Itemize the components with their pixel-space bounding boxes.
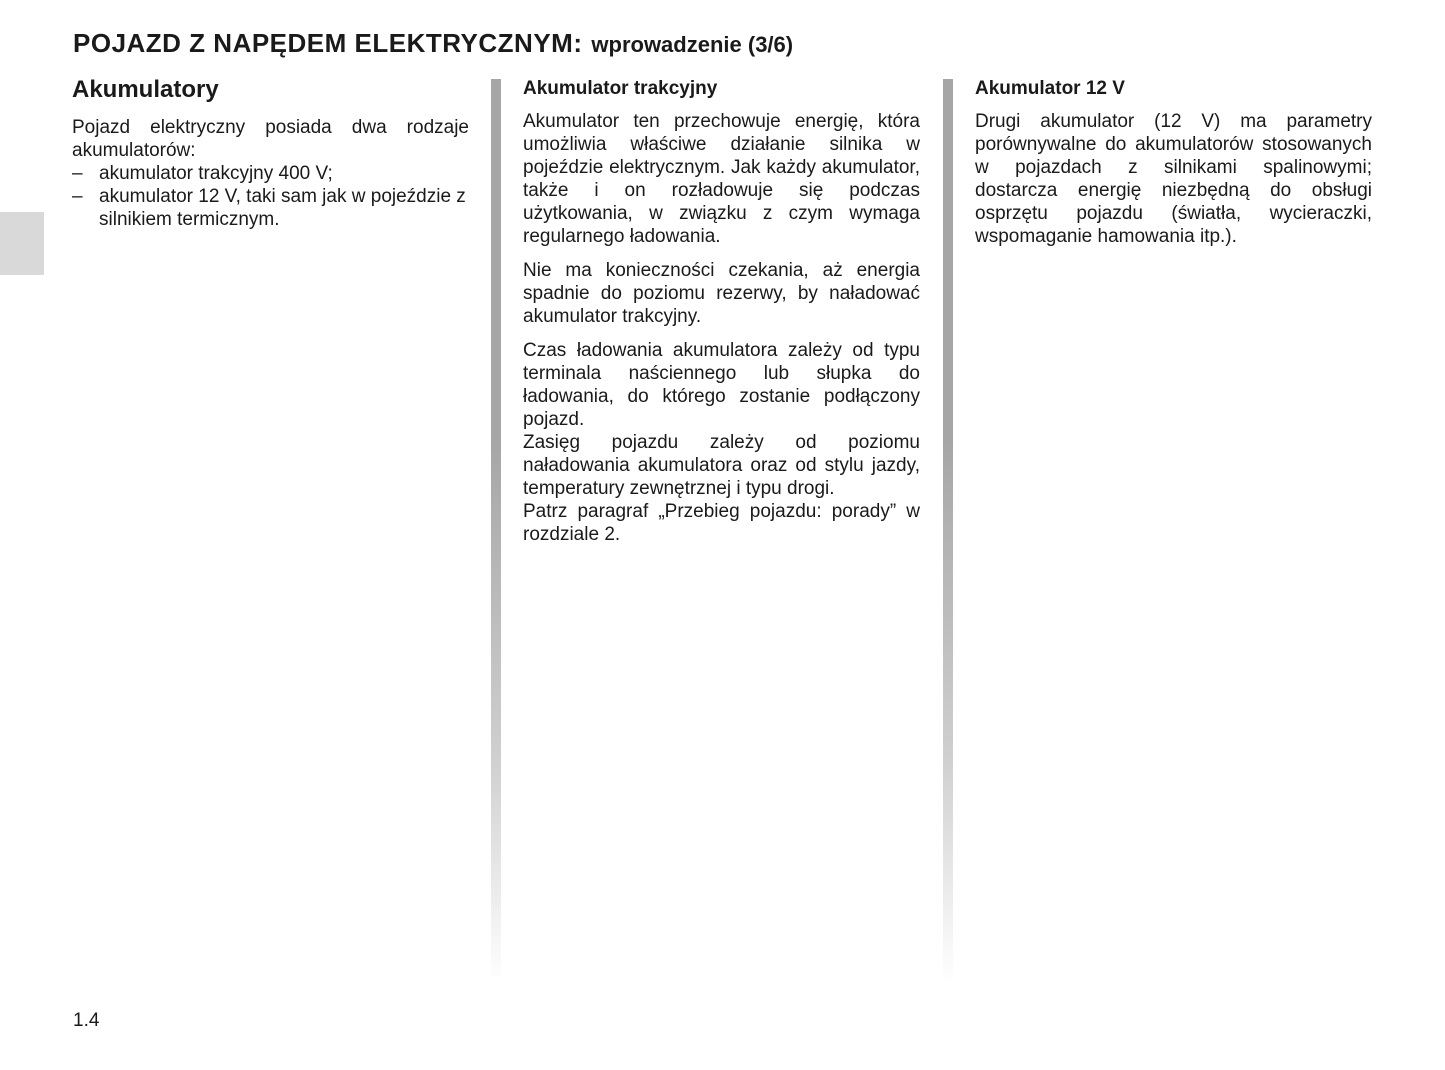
paragraph: Nie ma konieczności czekania, aż energia spadnie do poziomu rezerwy, by naładować akumulator trakcyjny. (523, 260, 920, 327)
page-title (73, 24, 793, 62)
list-item-text: akumulator trakcyjny 400 V; (99, 163, 333, 184)
paragraph: Drugi akumulator (12 V) ma parametry porównywalne do akumulatorów stosowanych w pojazdach z silnikami spalinowymi; dostarcza energię niezbędną do obsługi osprzętu pojazdu (światła, wycieraczki, wspomaganie hamowania itp.). (975, 111, 1372, 247)
column-divider (491, 79, 501, 984)
page-title-main: POJAZD Z NAPĘDEM ELEKTRYCZNYM: (73, 28, 583, 58)
paragraph: Czas ładowania akumulatora zależy od typu terminala naściennego lub słupka do ładowania, do którego zostanie podłączony pojazd. (523, 340, 920, 430)
paragraph: Akumulator ten przechowuje energię, która umożliwia właściwe działanie silnika w pojeździe elektrycznym. Jak każdy akumulator, także i on rozładowuje się podczas użytkowania, w związku z czym wymaga regularnego ładowania. (523, 111, 920, 247)
list-item (72, 162, 469, 185)
page-number: 1.4 (73, 1010, 100, 1031)
paragraph: Zasięg pojazdu zależy od poziomu naładowania akumulatora oraz od stylu jazdy, temperatury zewnętrznej i typu drogi. (523, 432, 920, 499)
section-heading: Akumulatory (72, 76, 219, 103)
paragraph: Patrz paragraf „Przebieg pojazdu: porady” w rozdziale 2. (523, 501, 920, 545)
column-divider (943, 79, 953, 984)
battery-types-list (72, 162, 469, 231)
intro-paragraph: Pojazd elektryczny posiada dwa rodzaje akumulatorów: (72, 117, 469, 161)
list-dash: – (72, 186, 83, 207)
subsection-heading: Akumulator 12 V (975, 78, 1125, 99)
subsection-heading: Akumulator trakcyjny (523, 78, 718, 99)
list-item-text: akumulator 12 V, taki sam jak w pojeździe z silnikiem termicznym. (99, 186, 466, 230)
column-akumulator-12v (975, 74, 1372, 248)
chapter-tab-marker (0, 212, 44, 275)
list-dash: – (72, 163, 83, 184)
page-title-sub: wprowadzenie (3/6) (591, 32, 794, 57)
column-akumulator-trakcyjny (523, 74, 920, 546)
list-item (72, 185, 469, 231)
column-akumulatory (72, 74, 469, 231)
